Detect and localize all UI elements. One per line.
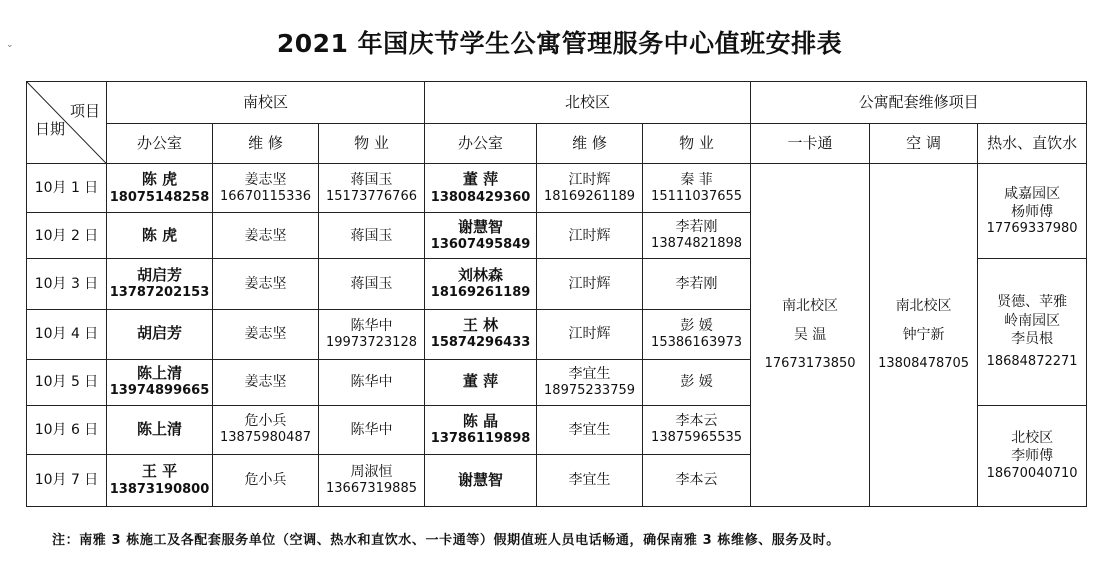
col-card: 一卡通 <box>751 124 870 164</box>
header-row-columns <box>27 124 1087 164</box>
south-repair-cell: 姜志坚 <box>213 259 319 309</box>
footnote: 注：南雅 3 栋施工及各配套服务单位（空调、热水和直饮水、一卡通等）假期值班人员电话畅通，确保南雅 3 栋维修、服务及时。 <box>52 533 840 548</box>
north-repair-cell: 江时辉 <box>537 259 643 309</box>
south-office-cell: 陈 虎 18075148258 <box>107 164 213 213</box>
group-maint-header: 公寓配套维修项目 <box>751 82 1087 124</box>
south-repair-cell: 姜志坚 <box>213 309 319 359</box>
duty-table <box>26 81 1087 507</box>
south-repair-cell: 姜志坚 <box>213 213 319 259</box>
south-office-cell: 王 平 13873190800 <box>107 454 213 506</box>
card-service-cell: 南北校区 吴 温 17673173850 <box>751 164 870 507</box>
north-office-cell: 董 萍 13808429360 <box>425 164 537 213</box>
group-south-header: 南校区 <box>107 82 425 124</box>
south-office-cell: 胡启芳 <box>107 309 213 359</box>
date-cell: 10月 6 日 <box>27 405 107 454</box>
col-north-repair: 维 修 <box>537 124 643 164</box>
north-property-cell: 彭 媛 <box>643 359 751 405</box>
north-office-cell: 刘林森 18169261189 <box>425 259 537 309</box>
water-service-north: 北校区 李师傅 18670040710 <box>978 405 1087 506</box>
south-property-cell: 蒋国玉 <box>319 259 425 309</box>
north-repair-cell: 江时辉 18169261189 <box>537 164 643 213</box>
south-property-cell: 蒋国玉 15173776766 <box>319 164 425 213</box>
water-service-lingnan: 贤德、苹雅 岭南园区 李员根 18684872271 <box>978 259 1087 405</box>
north-repair-cell: 李宜生 <box>537 405 643 454</box>
north-office-cell: 谢慧智 13607495849 <box>425 213 537 259</box>
ac-service-cell: 南北校区 钟宁新 13808478705 <box>870 164 978 507</box>
north-property-cell: 李若刚 <box>643 259 751 309</box>
col-water: 热水、直饮水 <box>978 124 1087 164</box>
north-property-cell: 秦 菲 15111037655 <box>643 164 751 213</box>
south-office-cell: 陈 虎 <box>107 213 213 259</box>
corner-header <box>27 82 107 164</box>
south-office-cell: 胡启芳 13787202153 <box>107 259 213 309</box>
group-north-header: 北校区 <box>425 82 751 124</box>
north-property-cell: 李本云 13875965535 <box>643 405 751 454</box>
corner-date-label: 日期 <box>35 119 66 138</box>
col-south-repair: 维 修 <box>213 124 319 164</box>
south-property-cell: 陈华中 <box>319 359 425 405</box>
date-cell: 10月 1 日 <box>27 164 107 213</box>
header-row-groups <box>27 82 1087 124</box>
south-office-cell: 陈上清 13974899665 <box>107 359 213 405</box>
date-cell: 10月 4 日 <box>27 309 107 359</box>
north-property-cell: 李若刚 13874821898 <box>643 213 751 259</box>
north-repair-cell: 江时辉 <box>537 213 643 259</box>
south-property-cell: 陈华中 19973723128 <box>319 309 425 359</box>
north-office-cell: 谢慧智 <box>425 454 537 506</box>
col-north-office: 办公室 <box>425 124 537 164</box>
north-office-cell: 王 林 15874296433 <box>425 309 537 359</box>
south-repair-cell: 危小兵 13875980487 <box>213 405 319 454</box>
north-office-cell: 陈 晶 13786119898 <box>425 405 537 454</box>
col-north-property: 物 业 <box>643 124 751 164</box>
water-service-xianjia: 咸嘉园区 杨师傅 17769337980 <box>978 164 1087 259</box>
date-cell: 10月 7 日 <box>27 454 107 506</box>
north-office-cell: 董 萍 <box>425 359 537 405</box>
date-cell: 10月 2 日 <box>27 213 107 259</box>
south-repair-cell: 危小兵 <box>213 454 319 506</box>
north-repair-cell: 李宜生 18975233759 <box>537 359 643 405</box>
south-office-cell: 陈上清 <box>107 405 213 454</box>
col-south-property: 物 业 <box>319 124 425 164</box>
south-repair-cell: 姜志坚 16670115336 <box>213 164 319 213</box>
col-ac: 空 调 <box>870 124 978 164</box>
col-south-office: 办公室 <box>107 124 213 164</box>
south-property-cell: 周淑恒 13667319885 <box>319 454 425 506</box>
date-cell: 10月 5 日 <box>27 359 107 405</box>
south-property-cell: 蒋国玉 <box>319 213 425 259</box>
corner-mark: ⌄ <box>6 40 14 50</box>
north-property-cell: 李本云 <box>643 454 751 506</box>
date-cell: 10月 3 日 <box>27 259 107 309</box>
south-repair-cell: 姜志坚 <box>213 359 319 405</box>
north-repair-cell: 江时辉 <box>537 309 643 359</box>
south-property-cell: 陈华中 <box>319 405 425 454</box>
table-row <box>27 164 1087 213</box>
corner-item-label: 项目 <box>69 102 100 120</box>
north-property-cell: 彭 媛 15386163973 <box>643 309 751 359</box>
page-title: 2021 年国庆节学生公寓管理服务中心值班安排表 <box>276 29 843 58</box>
north-repair-cell: 李宜生 <box>537 454 643 506</box>
